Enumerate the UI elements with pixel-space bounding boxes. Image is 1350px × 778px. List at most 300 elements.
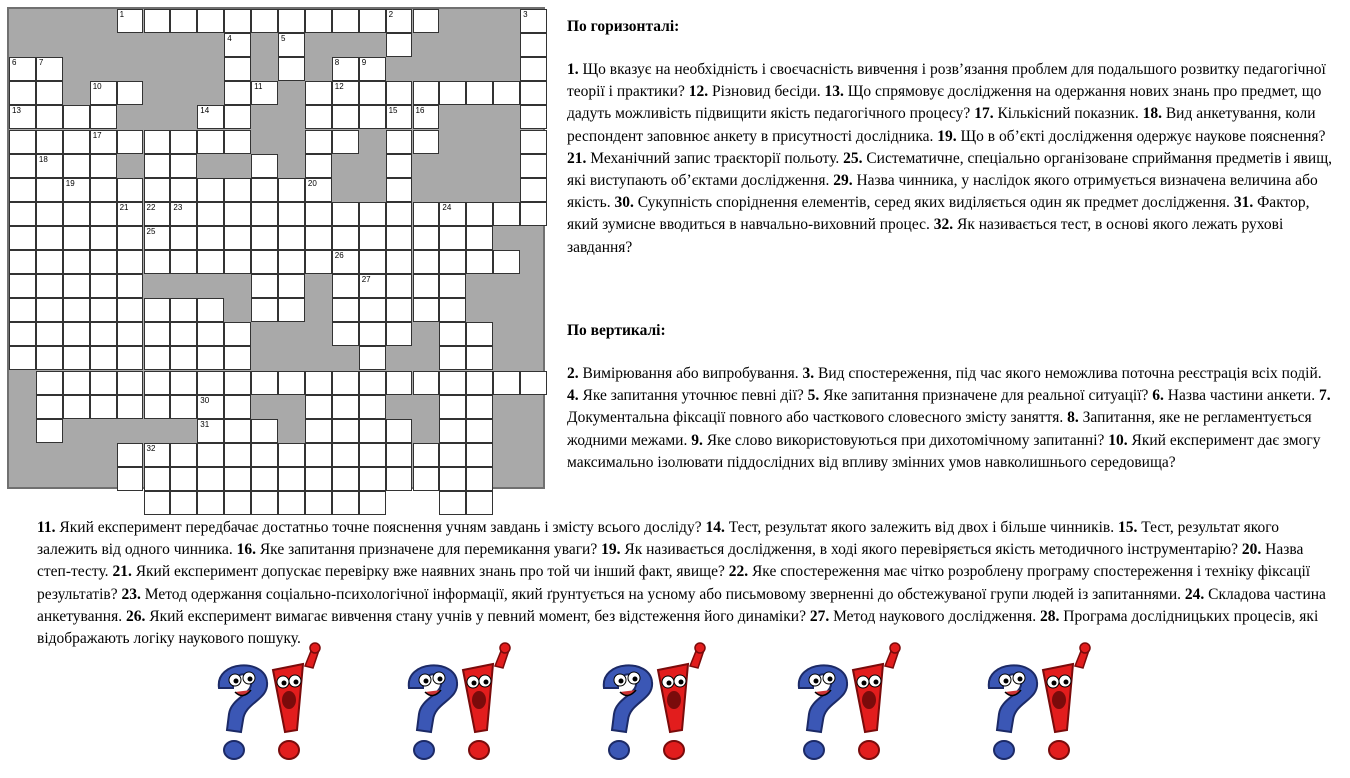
crossword-cell[interactable]: [224, 322, 251, 346]
crossword-cell[interactable]: [36, 202, 63, 226]
crossword-cell[interactable]: [439, 443, 466, 467]
crossword-cell[interactable]: [170, 154, 197, 178]
crossword-cell[interactable]: [224, 202, 251, 226]
crossword-cell[interactable]: [359, 81, 386, 105]
crossword-cell[interactable]: [170, 371, 197, 395]
crossword-cell[interactable]: [197, 9, 224, 33]
crossword-cell[interactable]: [197, 491, 224, 515]
clue-number: 17.: [974, 105, 994, 123]
crossword-cell[interactable]: [197, 105, 224, 129]
crossword-cell[interactable]: [36, 57, 63, 81]
crossword-cell[interactable]: [117, 226, 144, 250]
crossword-cell[interactable]: [90, 178, 117, 202]
crossword-cell[interactable]: [36, 274, 63, 298]
crossword-cell[interactable]: [63, 346, 90, 370]
clue-text: Назва частини анкети.: [1163, 387, 1319, 405]
crossword-cell[interactable]: [63, 322, 90, 346]
crossword-cell[interactable]: [386, 419, 413, 443]
crossword-cell[interactable]: [251, 443, 278, 467]
crossword-cell[interactable]: [170, 346, 197, 370]
crossword-cell[interactable]: [197, 226, 224, 250]
crossword-cell[interactable]: [413, 9, 440, 33]
crossword-cell[interactable]: [36, 346, 63, 370]
crossword-cell[interactable]: [9, 57, 36, 81]
crossword-cell[interactable]: [305, 371, 332, 395]
crossword-cell[interactable]: [9, 154, 36, 178]
crossword-cell[interactable]: [170, 298, 197, 322]
crossword-cell[interactable]: [170, 9, 197, 33]
crossword-cell[interactable]: [359, 250, 386, 274]
crossword-cell[interactable]: [90, 81, 117, 105]
crossword-cell[interactable]: [197, 395, 224, 419]
crossword-cell[interactable]: [9, 298, 36, 322]
question-exclamation-mascot-icon: [785, 640, 915, 765]
crossword-cell[interactable]: [63, 105, 90, 129]
crossword-cell[interactable]: [413, 226, 440, 250]
crossword-cell[interactable]: [386, 81, 413, 105]
crossword-cell[interactable]: [9, 81, 36, 105]
crossword-cell[interactable]: [251, 81, 278, 105]
crossword-cell[interactable]: [305, 443, 332, 467]
crossword-cell[interactable]: [413, 202, 440, 226]
clue-text: Кількісний показник.: [993, 105, 1143, 123]
crossword-cell[interactable]: [117, 81, 144, 105]
crossword-cell[interactable]: [332, 395, 359, 419]
crossword-cell[interactable]: [9, 202, 36, 226]
crossword-cell[interactable]: [36, 81, 63, 105]
crossword-cell[interactable]: [197, 178, 224, 202]
crossword-cell[interactable]: [170, 491, 197, 515]
crossword-cell[interactable]: [90, 202, 117, 226]
crossword-cell[interactable]: [144, 130, 171, 154]
crossword-cell[interactable]: [36, 419, 63, 443]
crossword-cell[interactable]: [278, 491, 305, 515]
crossword-cell[interactable]: [170, 322, 197, 346]
crossword-cell[interactable]: [520, 105, 547, 129]
crossword-cell[interactable]: [439, 202, 466, 226]
crossword-cell[interactable]: [493, 371, 520, 395]
crossword-cell[interactable]: [359, 419, 386, 443]
crossword-cell[interactable]: [520, 178, 547, 202]
crossword-cell[interactable]: [332, 491, 359, 515]
crossword-cell[interactable]: [90, 322, 117, 346]
crossword-cell[interactable]: [90, 346, 117, 370]
crossword-cell[interactable]: [251, 491, 278, 515]
crossword-cell[interactable]: [278, 57, 305, 81]
crossword-cell[interactable]: [117, 9, 144, 33]
crossword-cell[interactable]: [278, 467, 305, 491]
crossword-cell[interactable]: [90, 371, 117, 395]
crossword-cell[interactable]: [117, 130, 144, 154]
crossword-cell[interactable]: [466, 226, 493, 250]
crossword-cell[interactable]: [493, 81, 520, 105]
crossword-cell[interactable]: [36, 250, 63, 274]
crossword-cell[interactable]: [224, 250, 251, 274]
crossword-cell[interactable]: [493, 202, 520, 226]
crossword-cell[interactable]: [520, 130, 547, 154]
crossword-cell[interactable]: [224, 178, 251, 202]
crossword-cell[interactable]: [439, 226, 466, 250]
crossword-cell[interactable]: [251, 298, 278, 322]
crossword-cell[interactable]: [466, 346, 493, 370]
crossword-cell[interactable]: [144, 395, 171, 419]
crossword-cell[interactable]: [9, 130, 36, 154]
crossword-cell[interactable]: [466, 491, 493, 515]
crossword-cell[interactable]: [278, 250, 305, 274]
crossword-cell[interactable]: [359, 9, 386, 33]
crossword-cell[interactable]: [117, 443, 144, 467]
crossword-cell[interactable]: [332, 250, 359, 274]
clue-text: Різновид бесіди.: [708, 83, 825, 101]
crossword-cell[interactable]: [439, 322, 466, 346]
crossword-cell[interactable]: [197, 298, 224, 322]
crossword-cell[interactable]: [386, 322, 413, 346]
crossword-cell[interactable]: [493, 250, 520, 274]
crossword-cell[interactable]: [63, 154, 90, 178]
crossword-cell[interactable]: [144, 322, 171, 346]
crossword-cell[interactable]: [413, 81, 440, 105]
crossword-cell[interactable]: [386, 9, 413, 33]
crossword-cell[interactable]: [224, 9, 251, 33]
crossword-cell[interactable]: [359, 371, 386, 395]
crossword-cell[interactable]: [466, 250, 493, 274]
crossword-cell[interactable]: [251, 371, 278, 395]
crossword-cell[interactable]: [36, 395, 63, 419]
clue-text: Яке слово використовуються при дихотомічному запитанні?: [702, 431, 1109, 449]
crossword-cell[interactable]: [117, 322, 144, 346]
crossword-cell[interactable]: [332, 81, 359, 105]
crossword-cell[interactable]: [117, 395, 144, 419]
crossword-cell[interactable]: [386, 298, 413, 322]
clue: [122, 586, 1185, 603]
crossword-cell[interactable]: [36, 178, 63, 202]
crossword-cell[interactable]: [278, 371, 305, 395]
clue-text: Фактор, який зумисне вводиться в навчально-виховний процес.: [567, 194, 1310, 234]
crossword-cell[interactable]: [63, 130, 90, 154]
crossword-cell[interactable]: [386, 202, 413, 226]
crossword-cell[interactable]: [386, 130, 413, 154]
crossword-cell[interactable]: [36, 226, 63, 250]
crossword-cell[interactable]: [197, 419, 224, 443]
crossword-cell[interactable]: [439, 274, 466, 298]
crossword-cell[interactable]: [144, 346, 171, 370]
crossword-cell[interactable]: [197, 130, 224, 154]
clue-text: Який експеримент допускає перевірку вже наявних знань про той чи інший факт, явище?: [131, 563, 729, 581]
crossword-cell[interactable]: [224, 443, 251, 467]
crossword-cell[interactable]: [413, 467, 440, 491]
crossword-cell[interactable]: [251, 9, 278, 33]
crossword-cell[interactable]: [9, 105, 36, 129]
crossword-cell[interactable]: [305, 105, 332, 129]
crossword-cell[interactable]: [332, 202, 359, 226]
crossword-cell[interactable]: [439, 371, 466, 395]
crossword-cell[interactable]: [359, 322, 386, 346]
crossword-cell[interactable]: [278, 274, 305, 298]
clue-number: 4.: [567, 387, 579, 405]
crossword-cell[interactable]: [144, 443, 171, 467]
crossword-cell[interactable]: [170, 395, 197, 419]
crossword-cell[interactable]: [144, 9, 171, 33]
crossword-cell[interactable]: [332, 443, 359, 467]
crossword-cell[interactable]: [63, 298, 90, 322]
crossword-cell[interactable]: [9, 178, 36, 202]
crossword-cell[interactable]: [224, 81, 251, 105]
crossword-cell[interactable]: [251, 467, 278, 491]
crossword-cell[interactable]: [63, 202, 90, 226]
crossword-cell[interactable]: [439, 467, 466, 491]
crossword-cell[interactable]: [359, 226, 386, 250]
crossword-cell[interactable]: [144, 178, 171, 202]
crossword-cell[interactable]: [305, 395, 332, 419]
crossword-cell[interactable]: [386, 467, 413, 491]
crossword-cell[interactable]: [63, 395, 90, 419]
crossword-cell[interactable]: [197, 467, 224, 491]
crossword-cell[interactable]: [144, 154, 171, 178]
crossword-cell[interactable]: [520, 33, 547, 57]
crossword-cell[interactable]: [63, 274, 90, 298]
crossword-cell[interactable]: [90, 250, 117, 274]
crossword-cell[interactable]: [439, 346, 466, 370]
crossword-cell[interactable]: [278, 226, 305, 250]
crossword-cell[interactable]: [466, 443, 493, 467]
crossword-cell[interactable]: [251, 274, 278, 298]
crossword-cell[interactable]: [278, 202, 305, 226]
crossword-cell[interactable]: [197, 346, 224, 370]
crossword-cell[interactable]: [332, 9, 359, 33]
crossword-cell[interactable]: [278, 9, 305, 33]
crossword-cell[interactable]: [9, 346, 36, 370]
crossword-cell[interactable]: [90, 130, 117, 154]
crossword-cell[interactable]: [520, 202, 547, 226]
crossword-cell[interactable]: [466, 202, 493, 226]
crossword-cell[interactable]: [386, 178, 413, 202]
crossword-cell[interactable]: [170, 130, 197, 154]
crossword-cell[interactable]: [36, 130, 63, 154]
crossword-cell[interactable]: [359, 443, 386, 467]
crossword-cell[interactable]: [466, 81, 493, 105]
crossword-cell[interactable]: [359, 467, 386, 491]
crossword-cell[interactable]: [305, 250, 332, 274]
crossword-cell[interactable]: [386, 250, 413, 274]
crossword-cell[interactable]: [144, 371, 171, 395]
crossword-cell[interactable]: [36, 298, 63, 322]
crossword-cell[interactable]: [386, 371, 413, 395]
crossword-cell[interactable]: [278, 298, 305, 322]
crossword-cell[interactable]: [224, 395, 251, 419]
crossword-cell[interactable]: [144, 250, 171, 274]
crossword-cell[interactable]: [9, 274, 36, 298]
crossword-cell[interactable]: [117, 250, 144, 274]
crossword-cell[interactable]: [520, 9, 547, 33]
crossword-cell[interactable]: [197, 322, 224, 346]
crossword-cell[interactable]: [170, 178, 197, 202]
crossword-cell[interactable]: [332, 467, 359, 491]
crossword-cell[interactable]: [413, 371, 440, 395]
clue-text: Вимірювання або випробування.: [578, 365, 803, 382]
crossword-cell[interactable]: [197, 250, 224, 274]
crossword-cell[interactable]: [386, 274, 413, 298]
crossword-cell[interactable]: [36, 154, 63, 178]
clue: [567, 365, 802, 382]
crossword-cell[interactable]: [278, 33, 305, 57]
crossword-cell[interactable]: [90, 105, 117, 129]
clue-text: Який експеримент дає змогу максимально ізолювати піддослідних від впливу змінних умов навколишнього середовища?: [567, 431, 1321, 471]
crossword-cell[interactable]: [224, 226, 251, 250]
crossword-cell[interactable]: [251, 202, 278, 226]
crossword-cell[interactable]: [197, 371, 224, 395]
crossword-cell[interactable]: [520, 371, 547, 395]
crossword-cell[interactable]: [359, 57, 386, 81]
crossword-cell[interactable]: [224, 419, 251, 443]
crossword-cell[interactable]: [466, 371, 493, 395]
crossword-cell[interactable]: [413, 443, 440, 467]
crossword-cell[interactable]: [224, 491, 251, 515]
crossword-cell[interactable]: [170, 226, 197, 250]
crossword-cell[interactable]: [63, 371, 90, 395]
crossword-cell[interactable]: [305, 419, 332, 443]
crossword-cell[interactable]: [520, 81, 547, 105]
crossword-cell[interactable]: [359, 346, 386, 370]
crossword-cell[interactable]: [224, 57, 251, 81]
crossword-cell[interactable]: [466, 395, 493, 419]
crossword-cell[interactable]: [359, 274, 386, 298]
crossword-cell[interactable]: [251, 226, 278, 250]
crossword-cell[interactable]: [386, 226, 413, 250]
crossword-cell[interactable]: [278, 443, 305, 467]
crossword-cell[interactable]: [117, 298, 144, 322]
crossword-cell[interactable]: [170, 443, 197, 467]
crossword-cell[interactable]: [117, 274, 144, 298]
down-clues-full: [37, 517, 1337, 650]
crossword-cell[interactable]: [332, 274, 359, 298]
crossword-cell[interactable]: [170, 202, 197, 226]
crossword-cell[interactable]: [305, 178, 332, 202]
crossword-cell[interactable]: [466, 467, 493, 491]
crossword-cell[interactable]: [359, 395, 386, 419]
clue-number: 25.: [843, 149, 863, 167]
crossword-cell[interactable]: [251, 154, 278, 178]
crossword-cell[interactable]: [90, 298, 117, 322]
crossword-cell[interactable]: [305, 202, 332, 226]
clue: [705, 519, 1118, 536]
crossword-cell[interactable]: [9, 226, 36, 250]
crossword-cell[interactable]: [439, 395, 466, 419]
crossword-cell[interactable]: [117, 178, 144, 202]
crossword-cell[interactable]: [466, 322, 493, 346]
crossword-cell[interactable]: [439, 81, 466, 105]
crossword-cell[interactable]: [170, 250, 197, 274]
crossword-cell[interactable]: [332, 105, 359, 129]
crossword-cell[interactable]: [197, 443, 224, 467]
crossword-cell[interactable]: [63, 178, 90, 202]
crossword-cell[interactable]: [305, 467, 332, 491]
crossword-cell[interactable]: [305, 491, 332, 515]
crossword-cell[interactable]: [224, 130, 251, 154]
crossword-cell[interactable]: [359, 298, 386, 322]
crossword-cell[interactable]: [520, 57, 547, 81]
crossword-cell[interactable]: [117, 346, 144, 370]
crossword-cell[interactable]: [117, 467, 144, 491]
crossword-cell[interactable]: [413, 105, 440, 129]
crossword-cell[interactable]: [332, 298, 359, 322]
crossword-cell[interactable]: [9, 250, 36, 274]
crossword-cell[interactable]: [117, 202, 144, 226]
clue-number: 8.: [1067, 409, 1079, 427]
crossword-cell[interactable]: [224, 371, 251, 395]
crossword-cell[interactable]: [386, 105, 413, 129]
crossword-cell[interactable]: [36, 322, 63, 346]
crossword-cell[interactable]: [332, 130, 359, 154]
crossword-cell[interactable]: [305, 154, 332, 178]
crossword-cell[interactable]: [224, 346, 251, 370]
crossword-cell[interactable]: [359, 491, 386, 515]
crossword-cell[interactable]: [251, 419, 278, 443]
crossword-cell[interactable]: [63, 226, 90, 250]
crossword-cell[interactable]: [63, 250, 90, 274]
crossword-cell[interactable]: [9, 322, 36, 346]
crossword-cell[interactable]: [520, 154, 547, 178]
crossword-cell[interactable]: [90, 154, 117, 178]
crossword-cell[interactable]: [224, 33, 251, 57]
crossword-cell[interactable]: [359, 105, 386, 129]
crossword-cell[interactable]: [413, 130, 440, 154]
crossword-cell[interactable]: [413, 274, 440, 298]
crossword-cell[interactable]: [90, 274, 117, 298]
crossword-cell[interactable]: [36, 105, 63, 129]
crossword-cell[interactable]: [251, 178, 278, 202]
crossword-cell[interactable]: [439, 491, 466, 515]
crossword-cell[interactable]: [386, 154, 413, 178]
crossword-cell[interactable]: [439, 419, 466, 443]
crossword-cell[interactable]: [332, 226, 359, 250]
crossword-cell[interactable]: [332, 57, 359, 81]
crossword-cell[interactable]: [332, 419, 359, 443]
crossword-cell[interactable]: [466, 419, 493, 443]
clue-text: Назва чинника, у наслідок якого отримується визначена величина або якість.: [567, 172, 1318, 212]
crossword-cell[interactable]: [439, 298, 466, 322]
crossword-cell[interactable]: [278, 178, 305, 202]
crossword-cell[interactable]: [439, 250, 466, 274]
crossword-cell[interactable]: [170, 467, 197, 491]
crossword-cell[interactable]: [144, 226, 171, 250]
crossword-cell[interactable]: [386, 33, 413, 57]
crossword-cell[interactable]: [144, 491, 171, 515]
crossword-cell[interactable]: [332, 322, 359, 346]
clue-text: Сукупність споріднення елементів, серед яких виділяється один як предмет дослідження.: [633, 194, 1234, 212]
crossword-cell[interactable]: [90, 395, 117, 419]
crossword-cell[interactable]: [144, 298, 171, 322]
crossword-cell[interactable]: [413, 250, 440, 274]
crossword-cell[interactable]: [224, 105, 251, 129]
crossword-cell[interactable]: [413, 298, 440, 322]
crossword-cell[interactable]: [251, 250, 278, 274]
crossword-cell[interactable]: [90, 226, 117, 250]
crossword-cell[interactable]: [144, 467, 171, 491]
crossword-cell[interactable]: [305, 81, 332, 105]
crossword-cell[interactable]: [144, 202, 171, 226]
crossword-cell[interactable]: [117, 371, 144, 395]
crossword-cell[interactable]: [386, 443, 413, 467]
clue-text: Вид анкетування, коли респондент заповнює анкету в присутності дослідника.: [567, 105, 1316, 145]
crossword-cell[interactable]: [359, 202, 386, 226]
crossword-cell[interactable]: [305, 9, 332, 33]
crossword-cell[interactable]: [224, 467, 251, 491]
crossword-cell[interactable]: [305, 130, 332, 154]
crossword-cell[interactable]: [305, 226, 332, 250]
crossword-cell[interactable]: [197, 202, 224, 226]
crossword-cell[interactable]: [332, 371, 359, 395]
crossword-cell[interactable]: [36, 371, 63, 395]
